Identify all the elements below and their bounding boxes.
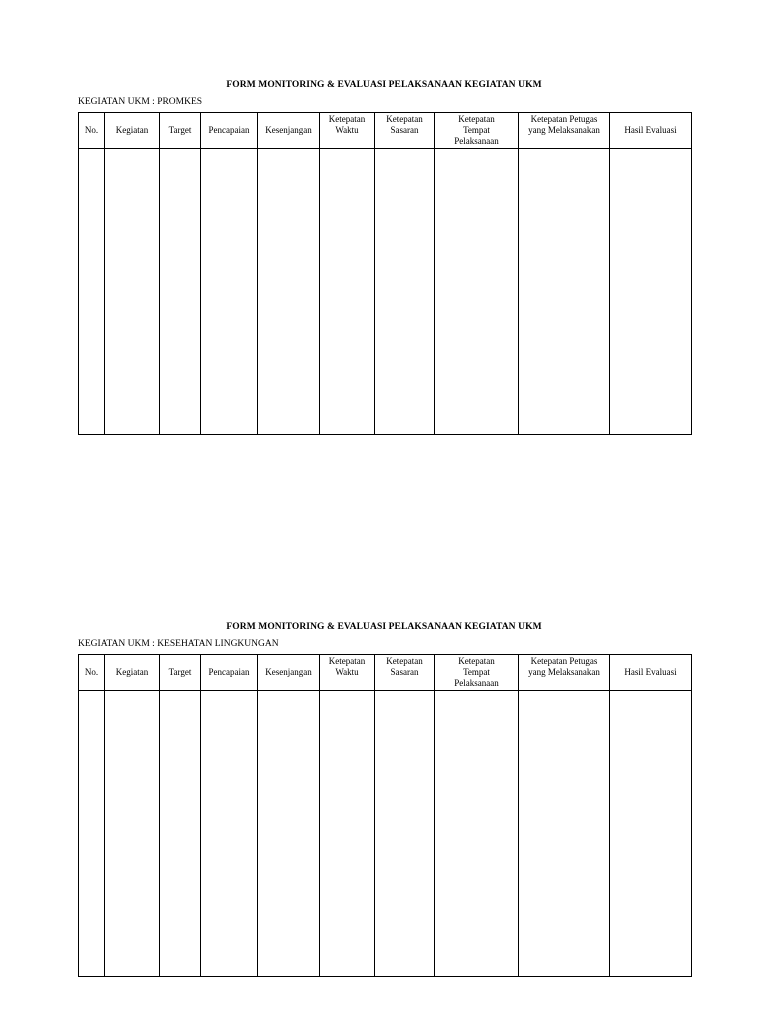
form-subtitle: KEGIATAN UKM : KESEHATAN LINGKUNGAN [78,639,279,649]
col-header-ketepatan-petugas: Ketepatan Petugas yang Melaksanakan [519,113,610,149]
monitoring-table [78,654,692,977]
col-header-target: Target [160,113,201,149]
table-cell[interactable] [79,149,105,435]
table-cell[interactable] [610,691,692,977]
table-cell[interactable] [160,691,201,977]
table-cell[interactable] [105,149,160,435]
col-header-kegiatan: Kegiatan [105,655,160,691]
table-row [79,149,692,435]
col-header-ketepatan-waktu: Ketepatan Waktu [320,655,375,691]
table-cell[interactable] [519,691,610,977]
col-header-kegiatan: Kegiatan [105,113,160,149]
form-title: FORM MONITORING & EVALUASI PELAKSANAAN KEGIATAN UKM [226,622,542,632]
col-header-pencapaian: Pencapaian [201,113,258,149]
table-cell[interactable] [79,691,105,977]
table-cell[interactable] [105,691,160,977]
table-cell[interactable] [258,149,320,435]
table-cell[interactable] [201,149,258,435]
table-row [79,691,692,977]
col-header-target: Target [160,655,201,691]
col-header-ketepatan-sasaran: Ketepatan Sasaran [375,655,435,691]
table-cell[interactable] [258,691,320,977]
table-header-row [79,113,692,149]
table-header-row [79,655,692,691]
table-cell[interactable] [375,149,435,435]
col-header-ketepatan-waktu: Ketepatan Waktu [320,113,375,149]
col-header-ketepatan-tempat: Ketepatan Tempat Pelaksanaan [435,655,519,691]
col-header-no: No. [79,655,105,691]
table-cell[interactable] [160,149,201,435]
table-cell[interactable] [320,149,375,435]
table-cell[interactable] [375,691,435,977]
col-header-no: No. [79,113,105,149]
col-header-ketepatan-tempat: Ketepatan Tempat Pelaksanaan [435,113,519,149]
table-cell[interactable] [320,691,375,977]
table-cell[interactable] [435,691,519,977]
table-cell[interactable] [435,149,519,435]
monitoring-table [78,112,692,435]
col-header-kesenjangan: Kesenjangan [258,655,320,691]
col-header-pencapaian: Pencapaian [201,655,258,691]
col-header-hasil-evaluasi: Hasil Evaluasi [610,655,692,691]
col-header-ketepatan-petugas: Ketepatan Petugas yang Melaksanakan [519,655,610,691]
table-cell[interactable] [519,149,610,435]
col-header-kesenjangan: Kesenjangan [258,113,320,149]
col-header-ketepatan-sasaran: Ketepatan Sasaran [375,113,435,149]
form-title: FORM MONITORING & EVALUASI PELAKSANAAN KEGIATAN UKM [226,80,542,90]
table-cell[interactable] [201,691,258,977]
table-cell[interactable] [610,149,692,435]
col-header-hasil-evaluasi: Hasil Evaluasi [610,113,692,149]
form-subtitle: KEGIATAN UKM : PROMKES [78,97,203,107]
